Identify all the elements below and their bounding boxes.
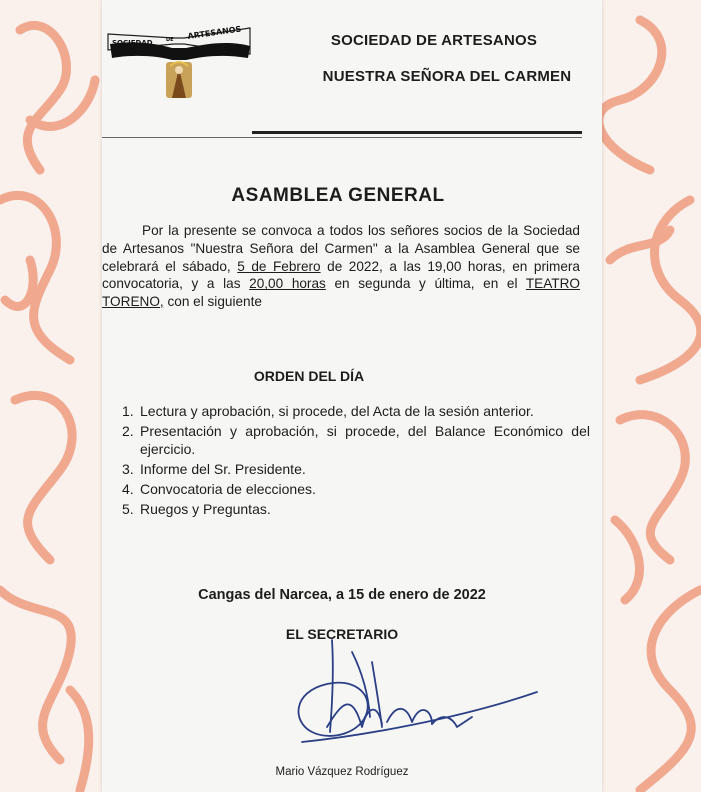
meeting-venue: TEATRO TORENO, [102, 276, 580, 310]
logo-text-1: SOCIEDAD [112, 39, 153, 47]
signer-name: Mario Vázquez Rodríguez [275, 766, 409, 778]
agenda-item-text: Presentación y aprobación, si procede, del Balance Económico del ejercicio. [140, 423, 590, 457]
agenda-item-text: Convocatoria de elecciones. [140, 481, 316, 497]
header-rule [252, 131, 582, 134]
agenda-item [122, 460, 590, 478]
document-sheet [102, 0, 602, 792]
meeting-date: 5 de Febrero [237, 258, 321, 274]
agenda-item [122, 500, 590, 518]
agenda-item-text: Lectura y aprobación, si procede, del Acta de la sesión anterior. [140, 403, 534, 419]
agenda-item-number: 1. [122, 403, 134, 419]
agenda-item [122, 480, 590, 498]
agenda-list [122, 402, 590, 520]
intro-text-4: con el siguiente [163, 294, 262, 310]
org-name-line1: SOCIEDAD DE ARTESANOS [330, 32, 538, 49]
signer-title: EL SECRETARIO [285, 626, 399, 642]
agenda-item-text: Ruegos y Preguntas. [140, 501, 271, 517]
header-rule-thin [102, 137, 582, 138]
intro-text-3: en segunda y última, en el [325, 276, 526, 292]
second-call-time: 20,00 horas [249, 276, 326, 292]
society-logo [104, 14, 254, 104]
intro-text-2: de 2022, a las 19,00 horas, en primera convocatoria, y a las [102, 258, 580, 292]
agenda-item-number: 4. [122, 481, 134, 497]
agenda-item-number: 5. [122, 501, 134, 517]
agenda-item [122, 422, 590, 458]
agenda-item-text: Informe del Sr. Presidente. [140, 461, 306, 477]
document-title: ASAMBLEA GENERAL [231, 185, 445, 206]
org-name-line2: NUESTRA SEÑORA DEL CARMEN [322, 68, 572, 85]
agenda-item-number: 3. [122, 461, 134, 477]
agenda-item [122, 402, 590, 420]
intro-text-1: Por la presente se convoca a todos los señores socios de la Sociedad de Artesanos "Nuestra Señora del Carmen" a la Asamblea General que se celebrará el sábado, [102, 223, 580, 274]
convocation-paragraph [102, 222, 580, 311]
logo-text-2: DE [166, 37, 174, 43]
place-and-date: Cangas del Narcea, a 15 de enero de 2022 [198, 587, 486, 603]
agenda-item-number: 2. [122, 423, 134, 439]
handwritten-signature [272, 632, 542, 752]
logo-text-3: ARTESANOS [187, 24, 242, 41]
agenda-title: ORDEN DEL DÍA [253, 368, 365, 384]
